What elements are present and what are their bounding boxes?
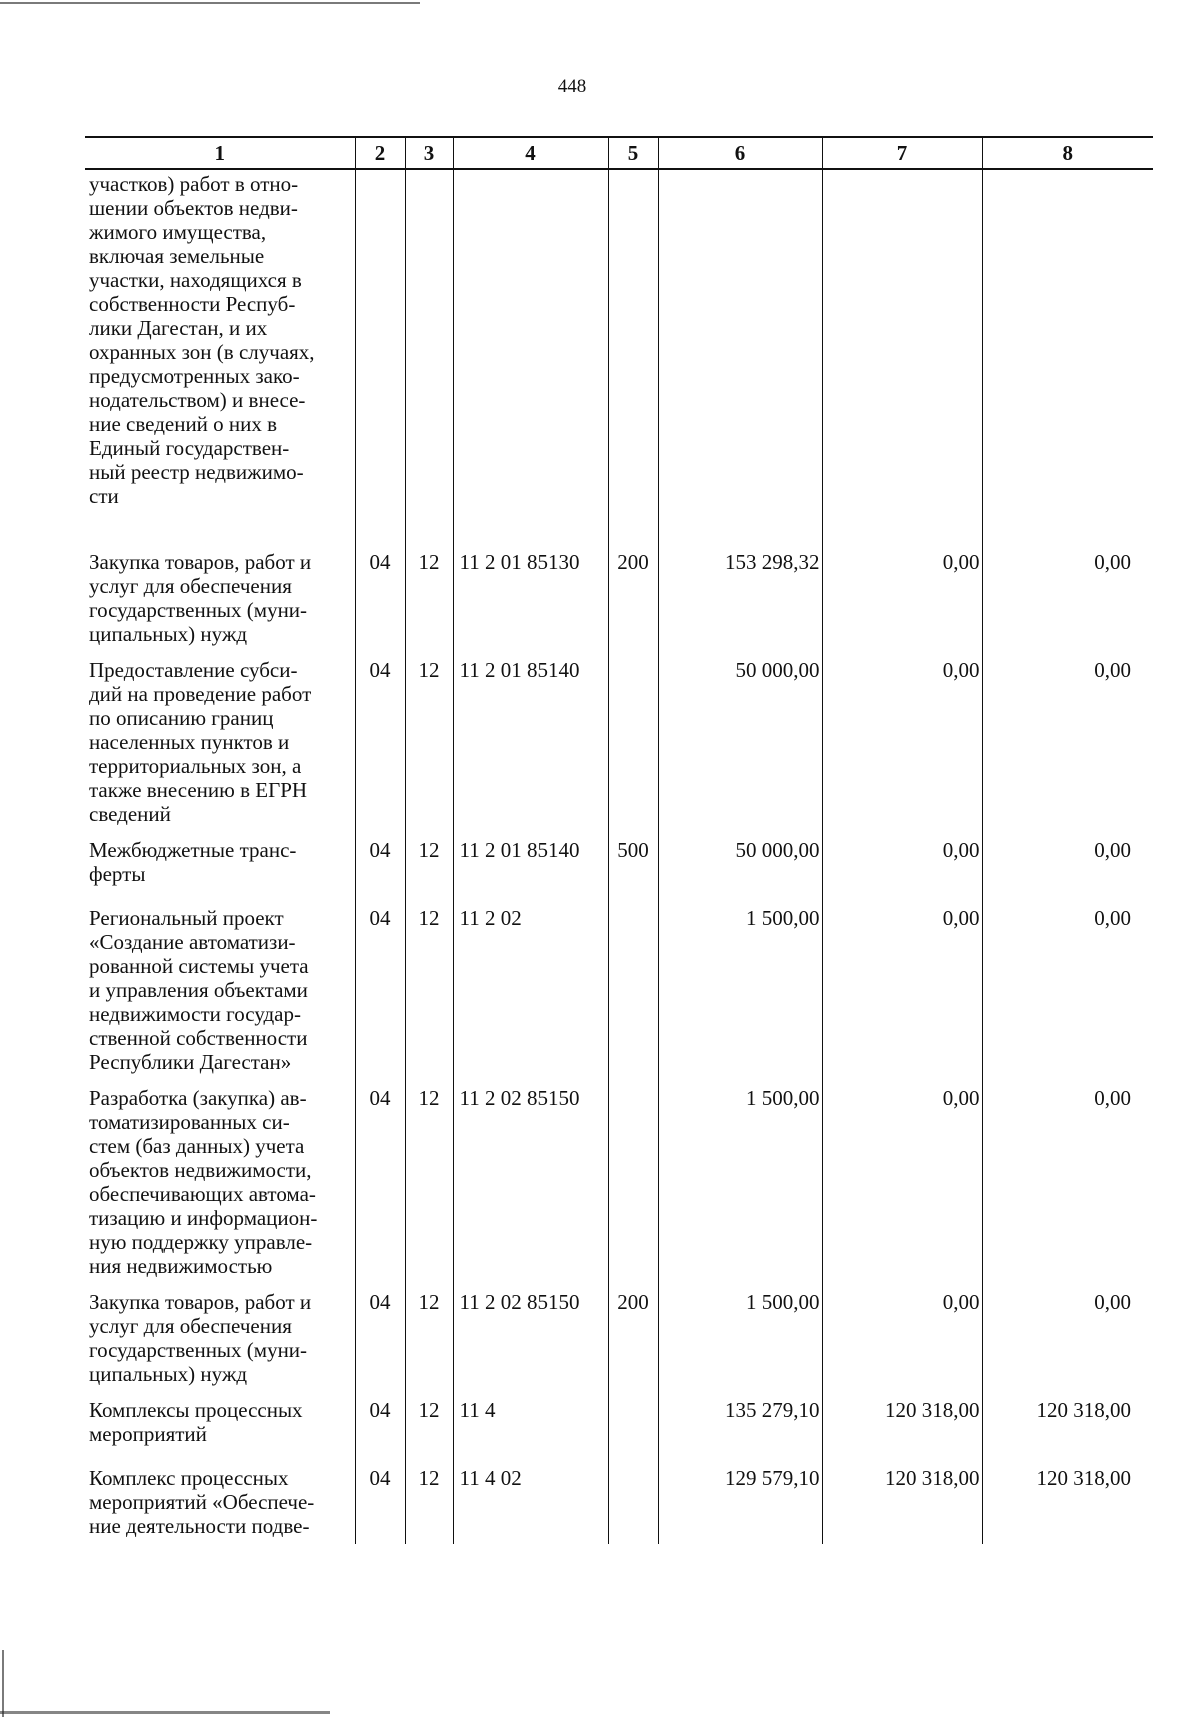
table-row bbox=[85, 1074, 1153, 1278]
row-target-code bbox=[453, 169, 608, 538]
row-amount-year2: 0,00 bbox=[822, 538, 982, 646]
row-amount-year1: 50 000,00 bbox=[658, 826, 822, 894]
row-name: Закупка товаров, работ и услуг для обеспечения государственных (муни- ципальных) нужд bbox=[85, 538, 355, 646]
row-amount-year3: 0,00 bbox=[982, 894, 1153, 1074]
row-amount-year2: 120 318,00 bbox=[822, 1454, 982, 1544]
row-target-code: 11 4 02 bbox=[453, 1454, 608, 1544]
row-amount-year1: 129 579,10 bbox=[658, 1454, 822, 1544]
row-amount-year2: 0,00 bbox=[822, 1074, 982, 1278]
table-header bbox=[85, 137, 1153, 169]
row-amount-year1: 153 298,32 bbox=[658, 538, 822, 646]
header-col-6: 6 bbox=[658, 137, 822, 169]
row-subsection: 12 bbox=[405, 538, 453, 646]
row-expense-type bbox=[608, 1074, 658, 1278]
row-target-code: 11 2 02 bbox=[453, 894, 608, 1074]
row-subsection: 12 bbox=[405, 1074, 453, 1278]
row-expense-type bbox=[608, 1454, 658, 1544]
row-amount-year3: 0,00 bbox=[982, 1074, 1153, 1278]
row-amount-year2: 0,00 bbox=[822, 894, 982, 1074]
row-amount-year3: 0,00 bbox=[982, 1278, 1153, 1386]
row-section: 04 bbox=[355, 1386, 405, 1454]
row-amount-year3: 120 318,00 bbox=[982, 1386, 1153, 1454]
table-row bbox=[85, 169, 1153, 538]
row-amount-year1: 50 000,00 bbox=[658, 646, 822, 826]
table-row bbox=[85, 1278, 1153, 1386]
row-expense-type: 200 bbox=[608, 538, 658, 646]
row-amount-year1: 1 500,00 bbox=[658, 894, 822, 1074]
row-amount-year3 bbox=[982, 169, 1153, 538]
scan-edge-top bbox=[0, 2, 420, 4]
row-subsection: 12 bbox=[405, 646, 453, 826]
row-subsection: 12 bbox=[405, 826, 453, 894]
row-expense-type bbox=[608, 169, 658, 538]
header-col-5: 5 bbox=[608, 137, 658, 169]
scan-edge-left bbox=[2, 1650, 4, 1717]
row-section: 04 bbox=[355, 1454, 405, 1544]
row-amount-year1: 1 500,00 bbox=[658, 1074, 822, 1278]
row-expense-type bbox=[608, 646, 658, 826]
row-section: 04 bbox=[355, 826, 405, 894]
header-col-1: 1 bbox=[85, 137, 355, 169]
row-target-code: 11 4 bbox=[453, 1386, 608, 1454]
row-amount-year2: 0,00 bbox=[822, 646, 982, 826]
row-name: Закупка товаров, работ и услуг для обеспечения государственных (муни- ципальных) нужд bbox=[85, 1278, 355, 1386]
row-subsection: 12 bbox=[405, 1386, 453, 1454]
row-target-code: 11 2 02 85150 bbox=[453, 1074, 608, 1278]
row-name: участков) работ в отно- шении объектов недви- жимого имущества, включая земельные участки, находящихся в собственности Респуб- лики Дагестан, и их охранных зон (в случаях, предусмотренных зако- нодательством) и внесе- ние сведений о них в Единый государствен- ный реестр недвижимо- сти bbox=[85, 169, 355, 538]
table-row bbox=[85, 826, 1153, 894]
row-amount-year3: 0,00 bbox=[982, 646, 1153, 826]
row-expense-type: 500 bbox=[608, 826, 658, 894]
row-expense-type bbox=[608, 894, 658, 1074]
row-target-code: 11 2 01 85140 bbox=[453, 826, 608, 894]
table-row bbox=[85, 1386, 1153, 1454]
row-subsection: 12 bbox=[405, 1278, 453, 1386]
row-name: Разработка (закупка) ав- томатизированных си- стем (баз данных) учета объектов недвижимости, обеспечивающих автома- тизацию и информацион- ную поддержку управле- ния недвижимостью bbox=[85, 1074, 355, 1278]
row-name: Межбюджетные транс- ферты bbox=[85, 826, 355, 894]
table-row bbox=[85, 894, 1153, 1074]
row-amount-year3: 0,00 bbox=[982, 826, 1153, 894]
row-subsection bbox=[405, 169, 453, 538]
row-section: 04 bbox=[355, 646, 405, 826]
row-section bbox=[355, 169, 405, 538]
header-col-7: 7 bbox=[822, 137, 982, 169]
row-amount-year2 bbox=[822, 169, 982, 538]
row-section: 04 bbox=[355, 1278, 405, 1386]
row-amount-year2: 0,00 bbox=[822, 826, 982, 894]
row-name: Региональный проект «Создание автоматизи- рованной системы учета и управления объектами недвижимости государ- ственной собственности Республики Дагестан» bbox=[85, 894, 355, 1074]
table-row bbox=[85, 538, 1153, 646]
row-section: 04 bbox=[355, 894, 405, 1074]
row-section: 04 bbox=[355, 538, 405, 646]
scan-edge-bottom bbox=[0, 1711, 330, 1714]
row-amount-year3: 0,00 bbox=[982, 538, 1153, 646]
page-number: 448 bbox=[557, 76, 587, 97]
header-col-2: 2 bbox=[355, 137, 405, 169]
row-amount-year1: 135 279,10 bbox=[658, 1386, 822, 1454]
budget-table bbox=[85, 136, 1153, 1544]
row-subsection: 12 bbox=[405, 1454, 453, 1544]
row-expense-type bbox=[608, 1386, 658, 1454]
row-target-code: 11 2 01 85130 bbox=[453, 538, 608, 646]
row-expense-type: 200 bbox=[608, 1278, 658, 1386]
row-amount-year3: 120 318,00 bbox=[982, 1454, 1153, 1544]
row-target-code: 11 2 01 85140 bbox=[453, 646, 608, 826]
header-row bbox=[85, 137, 1153, 169]
table-row bbox=[85, 646, 1153, 826]
row-name: Комплексы процессных мероприятий bbox=[85, 1386, 355, 1454]
row-amount-year1: 1 500,00 bbox=[658, 1278, 822, 1386]
header-col-3: 3 bbox=[405, 137, 453, 169]
row-subsection: 12 bbox=[405, 894, 453, 1074]
table-body bbox=[85, 169, 1153, 1544]
row-amount-year2: 120 318,00 bbox=[822, 1386, 982, 1454]
row-target-code: 11 2 02 85150 bbox=[453, 1278, 608, 1386]
table-row bbox=[85, 1454, 1153, 1544]
row-name: Предоставление субси- дий на проведение работ по описанию границ населенных пунктов и территориальных зон, а также внесению в ЕГРН сведений bbox=[85, 646, 355, 826]
row-section: 04 bbox=[355, 1074, 405, 1278]
header-col-8: 8 bbox=[982, 137, 1153, 169]
row-amount-year1 bbox=[658, 169, 822, 538]
header-col-4: 4 bbox=[453, 137, 608, 169]
row-name: Комплекс процессных мероприятий «Обеспече- ние деятельности подве- bbox=[85, 1454, 355, 1544]
row-amount-year2: 0,00 bbox=[822, 1278, 982, 1386]
